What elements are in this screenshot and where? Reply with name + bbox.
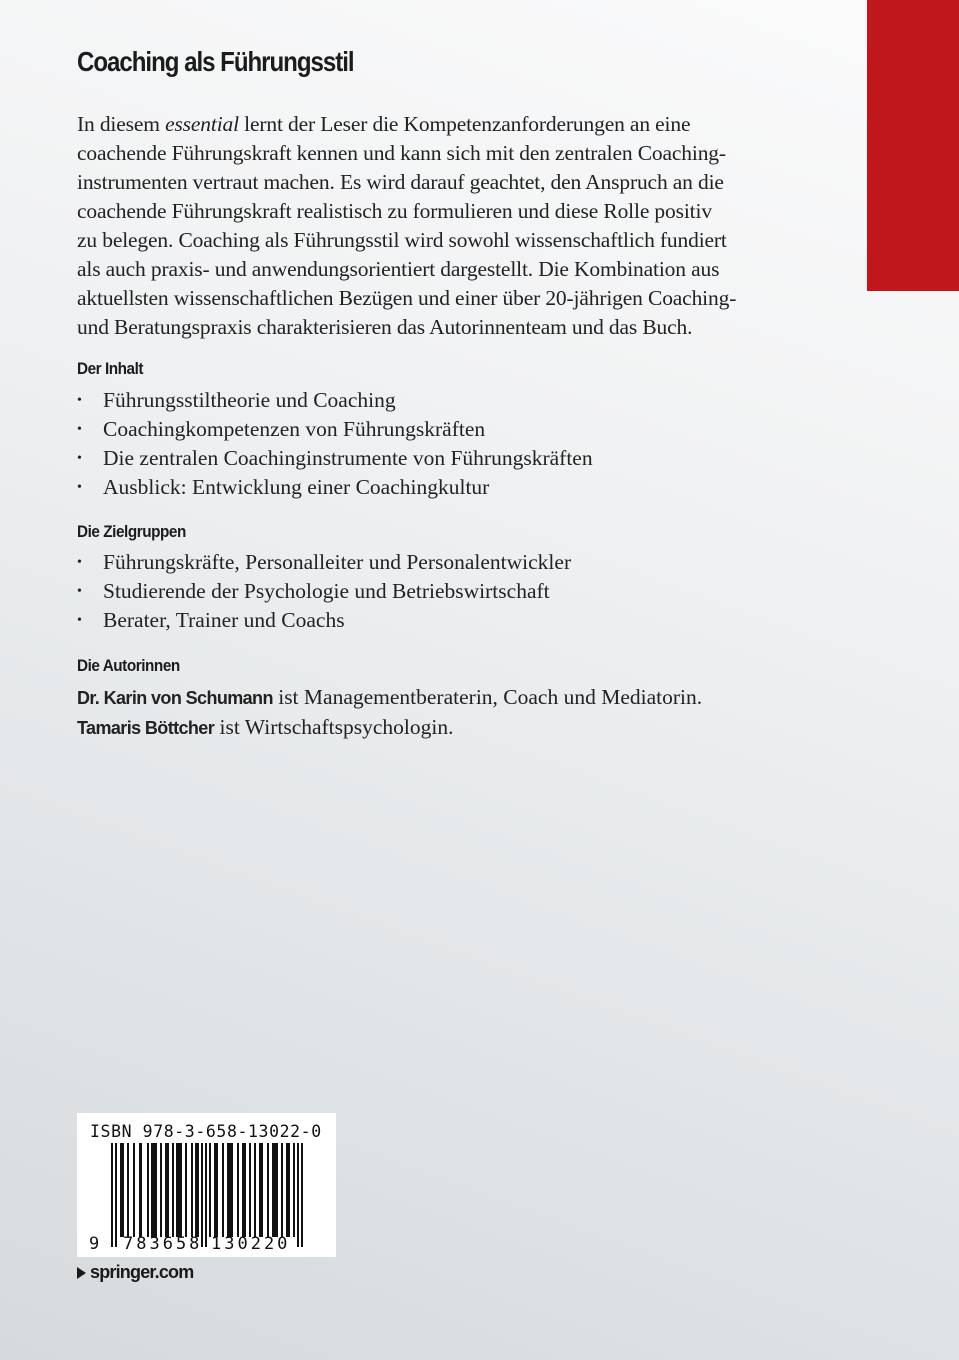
bullet-icon: •: [77, 555, 82, 570]
bullet-icon: •: [77, 613, 82, 628]
bullet-icon: •: [77, 451, 82, 466]
intro-line: coachende Führungskraft realistisch zu formulieren und diese Rolle positiv: [77, 199, 712, 223]
isbn-barcode: [77, 1113, 336, 1257]
barcode-digits-right: 130220: [211, 1234, 291, 1251]
book-title: Coaching als Führungsstil: [77, 46, 354, 77]
authors-block: [77, 683, 702, 743]
barcode-digit-first: 9: [89, 1234, 100, 1251]
author-name: Dr. Karin von Schumann: [77, 688, 273, 708]
author-entry: [77, 713, 702, 743]
list-item: • Berater, Trainer und Coachs: [77, 606, 571, 635]
essential-emphasis: essential: [165, 112, 239, 136]
intro-line: und Beratungspraxis charakterisieren das Autorinnenteam und das Buch.: [77, 315, 693, 339]
section-heading-autorinnen: Die Autorinnen: [77, 656, 180, 675]
author-entry: [77, 683, 702, 713]
red-accent-bar: [867, 0, 959, 291]
author-name: Tamaris Böttcher: [77, 718, 215, 738]
publisher-link-label: springer.com: [90, 1262, 194, 1282]
author-description: ist Managementberaterin, Coach und Mediatorin.: [272, 685, 703, 709]
section-heading-inhalt: Der Inhalt: [77, 359, 144, 378]
barcode-digits-left: 783658: [123, 1234, 203, 1251]
list-item: • Die zentralen Coachinginstrumente von Führungskräften: [77, 444, 593, 473]
intro-line: instrumenten vertraut machen. Es wird darauf geachtet, den Anspruch an die: [77, 170, 724, 194]
intro-line: In diesem essential lernt der Leser die Kompetenzanforderungen an eine: [77, 112, 691, 136]
list-item: • Führungskräfte, Personalleiter und Personalentwickler: [77, 548, 571, 577]
author-description: ist Wirtschaftspsychologin.: [214, 715, 454, 739]
inhalt-list: [77, 386, 593, 502]
intro-line: coachende Führungskraft kennen und kann sich mit den zentralen Coaching-: [77, 141, 726, 165]
publisher-link[interactable]: [77, 1262, 193, 1283]
bullet-icon: •: [77, 584, 82, 599]
triangle-right-icon: [77, 1267, 86, 1279]
bullet-icon: •: [77, 393, 82, 408]
list-item: • Studierende der Psychologie und Betriebswirtschaft: [77, 577, 571, 606]
list-item: • Coachingkompetenzen von Führungskräften: [77, 415, 593, 444]
isbn-label: ISBN 978-3-658-13022-0: [90, 1122, 322, 1141]
intro-paragraph: [77, 110, 847, 342]
section-heading-zielgruppen: Die Zielgruppen: [77, 522, 186, 541]
list-item: • Ausblick: Entwicklung einer Coachingkultur: [77, 473, 593, 502]
bullet-icon: •: [77, 422, 82, 437]
intro-line: als auch praxis- und anwendungsorientiert dargestellt. Die Kombination aus: [77, 257, 720, 281]
intro-line: aktuellsten wissenschaftlichen Bezügen und einer über 20-jährigen Coaching-: [77, 286, 737, 310]
intro-line: zu belegen. Coaching als Führungsstil wird sowohl wissenschaftlich fundiert: [77, 228, 727, 252]
barcode-icon: [87, 1143, 327, 1251]
zielgruppen-list: [77, 548, 571, 635]
list-item: • Führungsstiltheorie und Coaching: [77, 386, 593, 415]
bullet-icon: •: [77, 480, 82, 495]
